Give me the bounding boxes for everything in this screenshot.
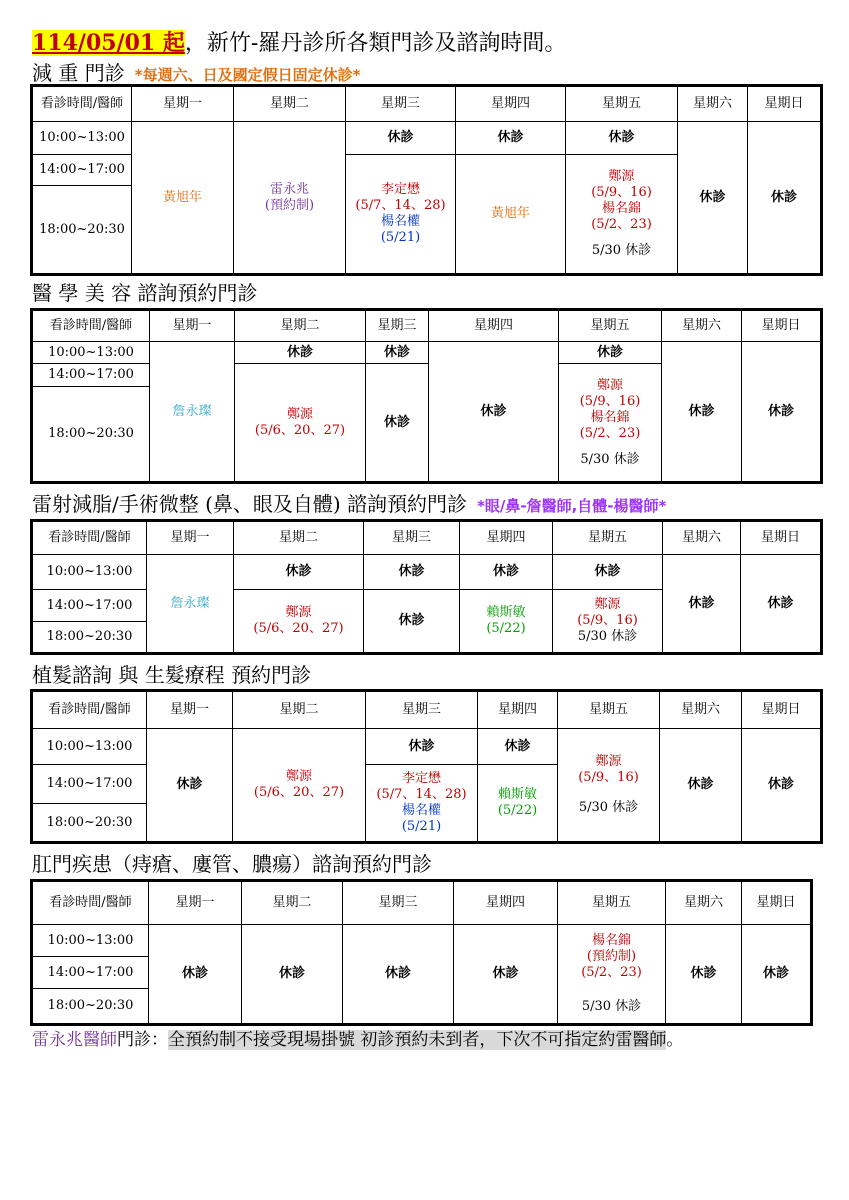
doctor-name: 雷永兆	[269, 181, 309, 197]
fri-doctors	[558, 925, 666, 1025]
header-sun: 星期日	[742, 691, 822, 729]
header-thu: 星期四	[456, 86, 566, 122]
doctor-name: 鄭源	[286, 406, 313, 422]
mon-closed: 休診	[147, 729, 233, 843]
doctor-name: 鄭源	[594, 597, 621, 612]
header-tue: 星期二	[235, 310, 366, 342]
schedule-table-aesthetic	[30, 308, 823, 484]
header-wed: 星期三	[343, 881, 454, 925]
fri-doctors	[566, 155, 678, 275]
wed-closed: 休診	[366, 729, 478, 765]
header-sat: 星期六	[660, 691, 742, 729]
section-note: *每週六、日及國定假日固定休診*	[134, 66, 361, 84]
slot-evening: 18:00~20:30	[32, 989, 149, 1025]
thu-doctor: 黃旭年	[456, 155, 566, 275]
doctor-name: 楊名權	[380, 214, 420, 229]
header-tue: 星期二	[242, 881, 343, 925]
wed-closed: 休診	[366, 364, 429, 483]
schedule-table-hair	[30, 689, 823, 844]
header-mon: 星期一	[147, 691, 233, 729]
section-title-text: 雷射減脂/手術微整 (鼻、眼及自體) 諮詢預約門診	[32, 492, 468, 516]
section-hair-title	[32, 664, 311, 686]
fri-doctors	[559, 364, 662, 483]
header-time-doctor: 看診時間/醫師	[32, 691, 147, 729]
tue-doctor	[234, 590, 364, 654]
header-time-doctor: 看診時間/醫師	[32, 310, 150, 342]
header-mon: 星期一	[149, 881, 242, 925]
doctor-dates: (5/6、20、27)	[253, 785, 345, 800]
slot-afternoon: 14:00~17:00	[32, 765, 147, 804]
header-tue: 星期二	[233, 691, 366, 729]
sun-closed: 休診	[748, 122, 822, 275]
footer-end: 。	[666, 1030, 684, 1050]
tue-closed: 休診	[235, 342, 366, 364]
slot-afternoon: 14:00~17:00	[32, 957, 149, 989]
mon-doctor: 詹永璨	[150, 342, 235, 483]
doctor-name: 李定懋	[401, 771, 441, 786]
header-fri: 星期五	[558, 691, 660, 729]
section-anal-title	[32, 853, 432, 875]
header-time-doctor: 看診時間/醫師	[32, 881, 149, 925]
header-wed: 星期三	[364, 521, 460, 555]
footer-doctor: 雷永兆醫師	[32, 1030, 117, 1050]
doctor-dates: (5/9、16)	[579, 393, 641, 409]
schedule-table-anal	[30, 879, 813, 1026]
doctor-name: 李定懋	[380, 182, 420, 197]
doctor-dates: (5/2、23)	[581, 965, 642, 980]
doctor-name: 楊名權	[401, 803, 441, 818]
header-fri: 星期五	[553, 521, 663, 555]
doctor-dates: (5/2、23)	[579, 425, 641, 441]
slot-morning: 10:00~13:00	[32, 925, 149, 957]
header-mon: 星期一	[150, 310, 235, 342]
title-text: ，新竹-羅丹診所各類門診及諮詢時間。	[184, 31, 567, 56]
sun-closed: 休診	[742, 925, 812, 1025]
doctor-dates: (5/9、16)	[591, 185, 652, 200]
header-sat: 星期六	[678, 86, 748, 122]
header-wed: 星期三	[366, 691, 478, 729]
header-sat: 星期六	[663, 521, 741, 555]
doctor-name: 賴斯敏	[497, 787, 537, 802]
header-thu: 星期四	[454, 881, 558, 925]
thu-doctor	[478, 765, 558, 843]
sat-closed: 休診	[662, 342, 742, 483]
sun-closed: 休診	[742, 729, 822, 843]
mon-doctor: 詹永璨	[147, 555, 234, 654]
closed-note: 5/30 休診	[577, 629, 638, 644]
fri-doctors	[558, 729, 660, 843]
thu-closed: 休診	[454, 925, 558, 1025]
header-thu: 星期四	[478, 691, 558, 729]
sat-closed: 休診	[666, 925, 742, 1025]
doctor-dates: (5/7、14、28)	[355, 198, 446, 213]
mon-closed: 休診	[149, 925, 242, 1025]
tue-doctor	[235, 364, 366, 483]
doctor-name: 賴斯敏	[486, 605, 526, 620]
section-title-text: 醫 學 美 容 諮詢預約門診	[32, 281, 258, 305]
page-title	[32, 30, 566, 57]
header-sun: 星期日	[742, 310, 822, 342]
section-weight-loss-title	[32, 62, 360, 86]
thu-doctor	[460, 590, 553, 654]
thu-closed: 休診	[478, 729, 558, 765]
header-mon: 星期一	[132, 86, 234, 122]
closed-note: 5/30 休診	[580, 451, 640, 467]
doctor-dates: (5/6、20、27)	[254, 422, 346, 438]
slot-morning: 10:00~13:00	[32, 342, 150, 364]
slot-evening: 18:00~20:30	[32, 387, 150, 483]
wed-closed: 休診	[364, 590, 460, 654]
tue-doctor	[234, 122, 346, 275]
slot-evening: 18:00~20:30	[32, 186, 132, 275]
wed-doctors	[366, 765, 478, 843]
doctor-name: 楊名錦	[591, 933, 631, 948]
section-laser-title	[32, 493, 666, 517]
header-thu: 星期四	[460, 521, 553, 555]
slot-afternoon: 14:00~17:00	[32, 364, 150, 387]
header-fri: 星期五	[566, 86, 678, 122]
doctor-dates: (5/6、20、27)	[253, 621, 344, 636]
wed-closed: 休診	[346, 122, 456, 155]
sat-closed: 休診	[678, 122, 748, 275]
doctor-name: 鄭源	[285, 605, 312, 620]
doctor-name: 鄭源	[596, 377, 623, 393]
doctor-name: 鄭源	[595, 754, 622, 769]
header-thu: 星期四	[429, 310, 559, 342]
doctor-dates: (5/9、16)	[578, 770, 639, 785]
footer-label: 門診：	[117, 1030, 168, 1050]
doctor-dates: (5/21)	[401, 819, 442, 834]
header-time-doctor: 看診時間/醫師	[32, 86, 132, 122]
closed-note: 5/30 休診	[581, 999, 642, 1014]
header-sat: 星期六	[662, 310, 742, 342]
doctor-note: (預約制)	[264, 197, 315, 213]
doctor-dates: (5/22)	[497, 803, 538, 818]
fri-doctors	[553, 590, 663, 654]
thu-closed: 休診	[456, 122, 566, 155]
header-sun: 星期日	[748, 86, 822, 122]
header-time-doctor: 看診時間/醫師	[32, 521, 147, 555]
effective-date: 114/05/01 起	[32, 30, 185, 56]
fri-closed: 休診	[553, 555, 663, 590]
doctor-name: 鄭源	[608, 169, 635, 184]
schedule-table-weight-loss	[30, 84, 823, 276]
header-tue: 星期二	[234, 521, 364, 555]
wed-closed: 休診	[343, 925, 454, 1025]
fri-closed: 休診	[559, 342, 662, 364]
wed-closed: 休診	[364, 555, 460, 590]
header-sun: 星期日	[742, 881, 812, 925]
doctor-name: 楊名錦	[590, 409, 630, 425]
doctor-dates: (5/7、14、28)	[376, 787, 467, 802]
thu-closed: 休診	[429, 342, 559, 483]
section-title-text: 肛門疾患（痔瘡、廔管、膿瘍）諮詢預約門診	[32, 852, 432, 876]
mon-doctor: 黃旭年	[132, 122, 234, 275]
sun-closed: 休診	[741, 555, 822, 654]
doctor-dates: (5/2、23)	[591, 217, 652, 232]
header-sat: 星期六	[666, 881, 742, 925]
sun-closed: 休診	[742, 342, 822, 483]
doctor-name: 楊名錦	[601, 201, 641, 216]
section-note: *眼/鼻-詹醫師,自體-楊醫師*	[477, 497, 667, 515]
doctor-name: 鄭源	[285, 769, 312, 784]
header-fri: 星期五	[558, 881, 666, 925]
section-title-text: 植髮諮詢 與 生髮療程 預約門診	[32, 663, 312, 687]
footer-notice-text: 全預約制不接受現場掛號 初診預約未到者，下次不可指定約雷醫師	[168, 1030, 667, 1050]
tue-doctor	[233, 729, 366, 843]
thu-closed: 休診	[460, 555, 553, 590]
doctor-dates: (5/22)	[486, 621, 526, 636]
closed-note: 5/30 休診	[591, 243, 652, 258]
doctor-dates: (5/21)	[380, 230, 421, 245]
slot-morning: 10:00~13:00	[32, 555, 147, 590]
slot-evening: 18:00~20:30	[32, 622, 147, 654]
wed-closed: 休診	[366, 342, 429, 364]
header-fri: 星期五	[559, 310, 662, 342]
slot-evening: 18:00~20:30	[32, 804, 147, 843]
tue-closed: 休診	[242, 925, 343, 1025]
wed-doctors	[346, 155, 456, 275]
section-title-text: 減 重 門診	[32, 61, 125, 85]
closed-note: 5/30 休診	[578, 800, 639, 815]
header-wed: 星期三	[346, 86, 456, 122]
slot-morning: 10:00~13:00	[32, 729, 147, 765]
schedule-table-laser	[30, 519, 823, 655]
header-tue: 星期二	[234, 86, 346, 122]
slot-morning: 10:00~13:00	[32, 122, 132, 155]
fri-closed: 休診	[566, 122, 678, 155]
footer-notice	[32, 1029, 683, 1051]
sat-closed: 休診	[663, 555, 741, 654]
sat-closed: 休診	[660, 729, 742, 843]
doctor-dates: (5/9、16)	[577, 613, 638, 628]
slot-afternoon: 14:00~17:00	[32, 155, 132, 186]
doctor-note: (預約制)	[586, 949, 637, 964]
slot-afternoon: 14:00~17:00	[32, 590, 147, 622]
tue-closed: 休診	[234, 555, 364, 590]
header-wed: 星期三	[366, 310, 429, 342]
header-mon: 星期一	[147, 521, 234, 555]
header-sun: 星期日	[741, 521, 822, 555]
section-aesthetic-title	[32, 282, 257, 304]
